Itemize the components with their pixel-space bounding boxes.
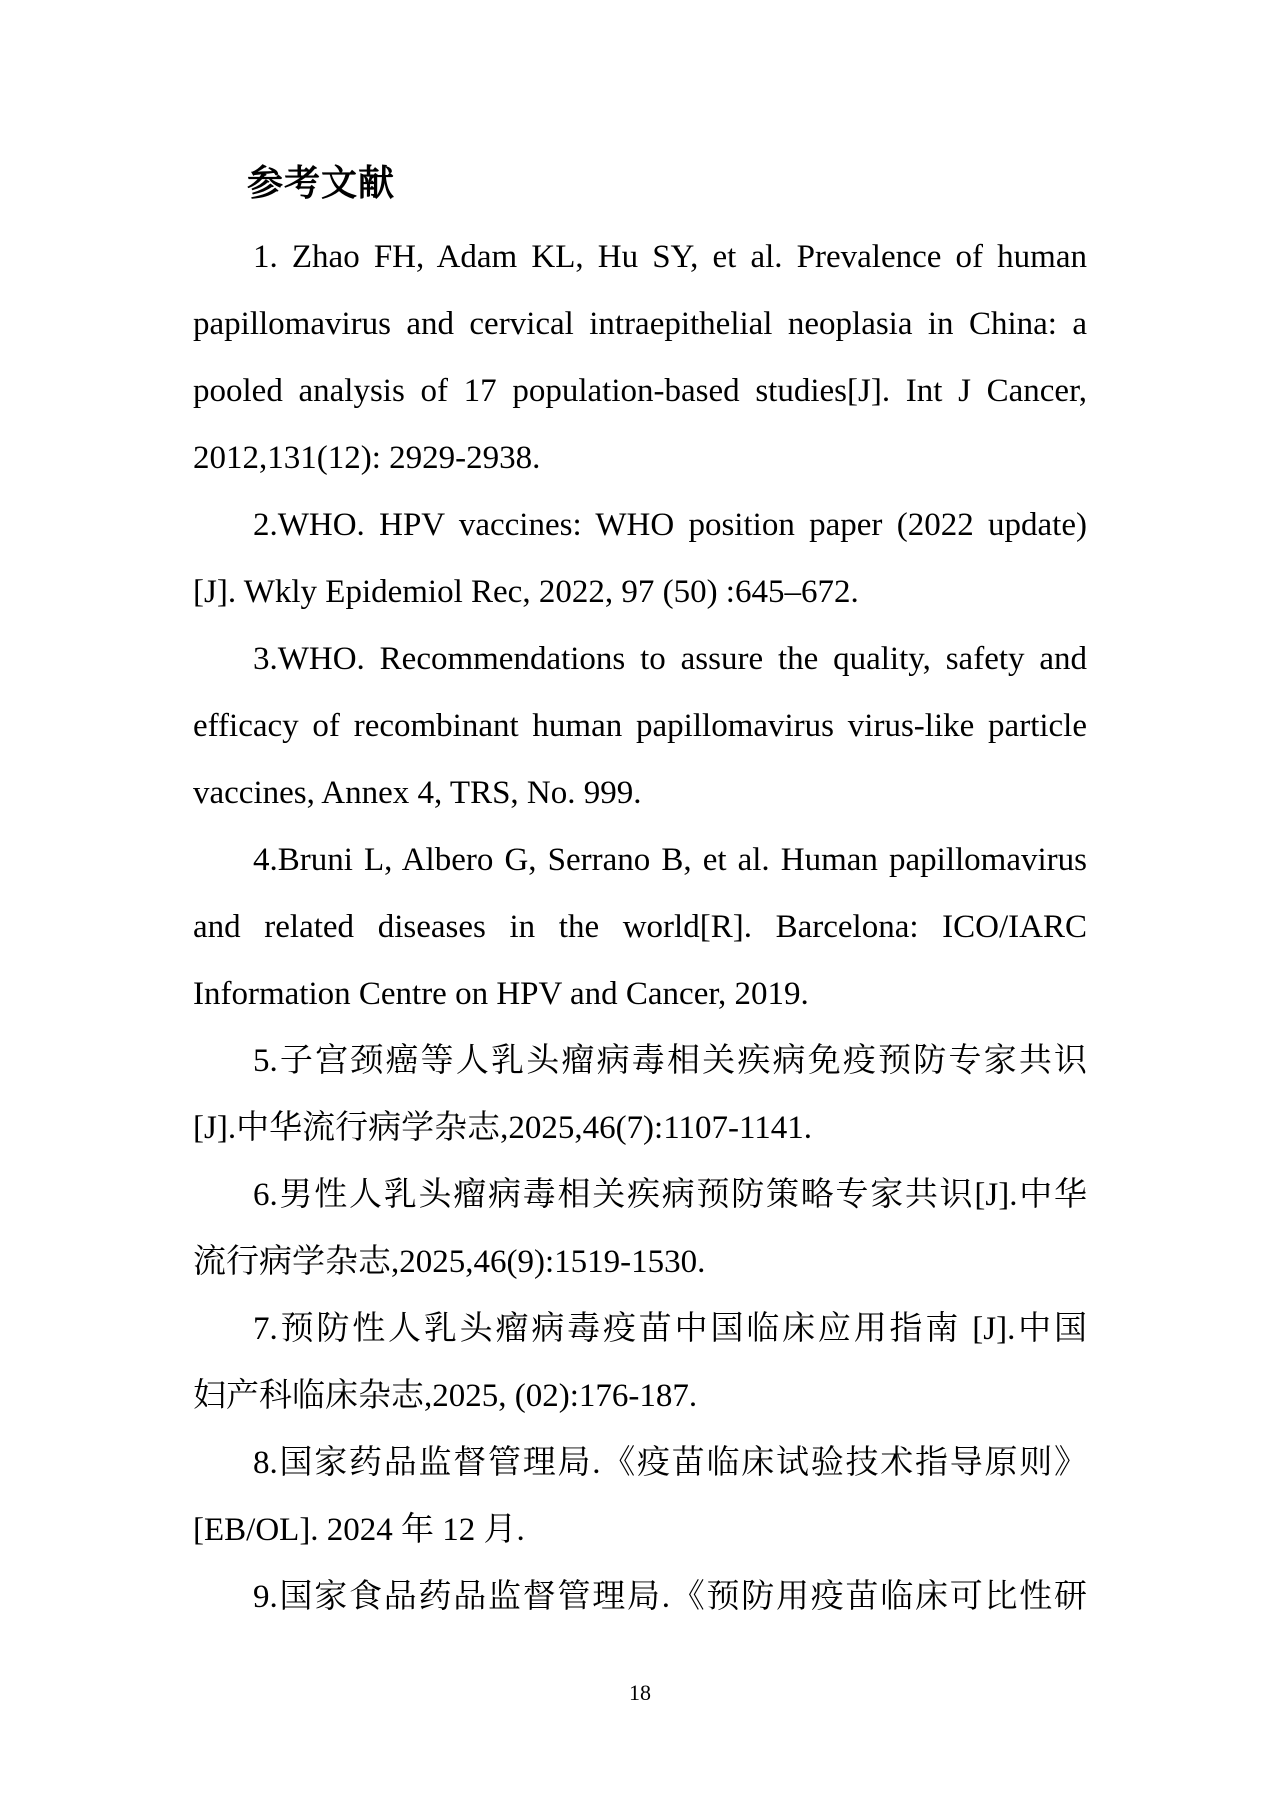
reference-line: 6.男性人乳头瘤病毒相关疾病预防策略专家共识[J].中华 <box>253 1177 1087 1213</box>
reference-line: 2.WHO. HPV vaccines: WHO position paper (2022 update) <box>253 507 1087 543</box>
reference-line: [J].中华流行病学杂志,2025,46(7):1107-1141. <box>193 1110 813 1146</box>
reference-item-2 <box>193 492 1087 626</box>
page-number: 18 <box>629 1680 651 1705</box>
reference-line: efficacy of recombinant human papillomavirus virus-like particle <box>193 708 1087 744</box>
reference-list <box>193 224 1087 1631</box>
reference-item-4 <box>193 827 1087 1028</box>
reference-line: 流行病学杂志,2025,46(9):1519-1530. <box>193 1244 706 1280</box>
reference-item-3 <box>193 626 1087 827</box>
reference-line: 7.预防性人乳头瘤病毒疫苗中国临床应用指南 [J].中国 <box>253 1311 1087 1347</box>
reference-line: 2012,131(12): 2929-2938. <box>193 440 541 476</box>
reference-line: Information Centre on HPV and Cancer, 2019. <box>193 976 809 1012</box>
page-title: 参考文献 <box>247 163 396 204</box>
reference-item-8 <box>193 1430 1087 1564</box>
reference-line: papillomavirus and cervical intraepithelial neoplasia in China: a <box>193 306 1087 342</box>
reference-line: [J]. Wkly Epidemiol Rec, 2022, 97 (50) :645–672. <box>193 574 859 610</box>
reference-line: 4.Bruni L, Albero G, Serrano B, et al. Human papillomavirus <box>253 842 1087 878</box>
reference-line: 3.WHO. Recommendations to assure the quality, safety and <box>253 641 1087 677</box>
reference-line: pooled analysis of 17 population-based studies[J]. Int J Cancer, <box>193 373 1087 409</box>
reference-line: 妇产科临床杂志,2025, (02):176-187. <box>193 1378 698 1414</box>
reference-line: 9.国家食品药品监督管理局.《预防用疫苗临床可比性研 <box>253 1579 1087 1615</box>
reference-item-1 <box>193 224 1087 492</box>
reference-line: [EB/OL]. 2024 年 12 月. <box>193 1512 525 1548</box>
reference-line: 1. Zhao FH, Adam KL, Hu SY, et al. Prevalence of human <box>253 239 1087 275</box>
reference-line: vaccines, Annex 4, TRS, No. 999. <box>193 775 642 811</box>
reference-item-5 <box>193 1028 1087 1162</box>
reference-item-9 <box>193 1564 1087 1631</box>
reference-line: 5.子宫颈癌等人乳头瘤病毒相关疾病免疫预防专家共识 <box>253 1043 1087 1079</box>
reference-line: and related diseases in the world[R]. Barcelona: ICO/IARC <box>193 909 1087 945</box>
reference-line: 8.国家药品监督管理局.《疫苗临床试验技术指导原则》 <box>253 1445 1087 1481</box>
reference-item-7 <box>193 1296 1087 1430</box>
reference-item-6 <box>193 1162 1087 1296</box>
